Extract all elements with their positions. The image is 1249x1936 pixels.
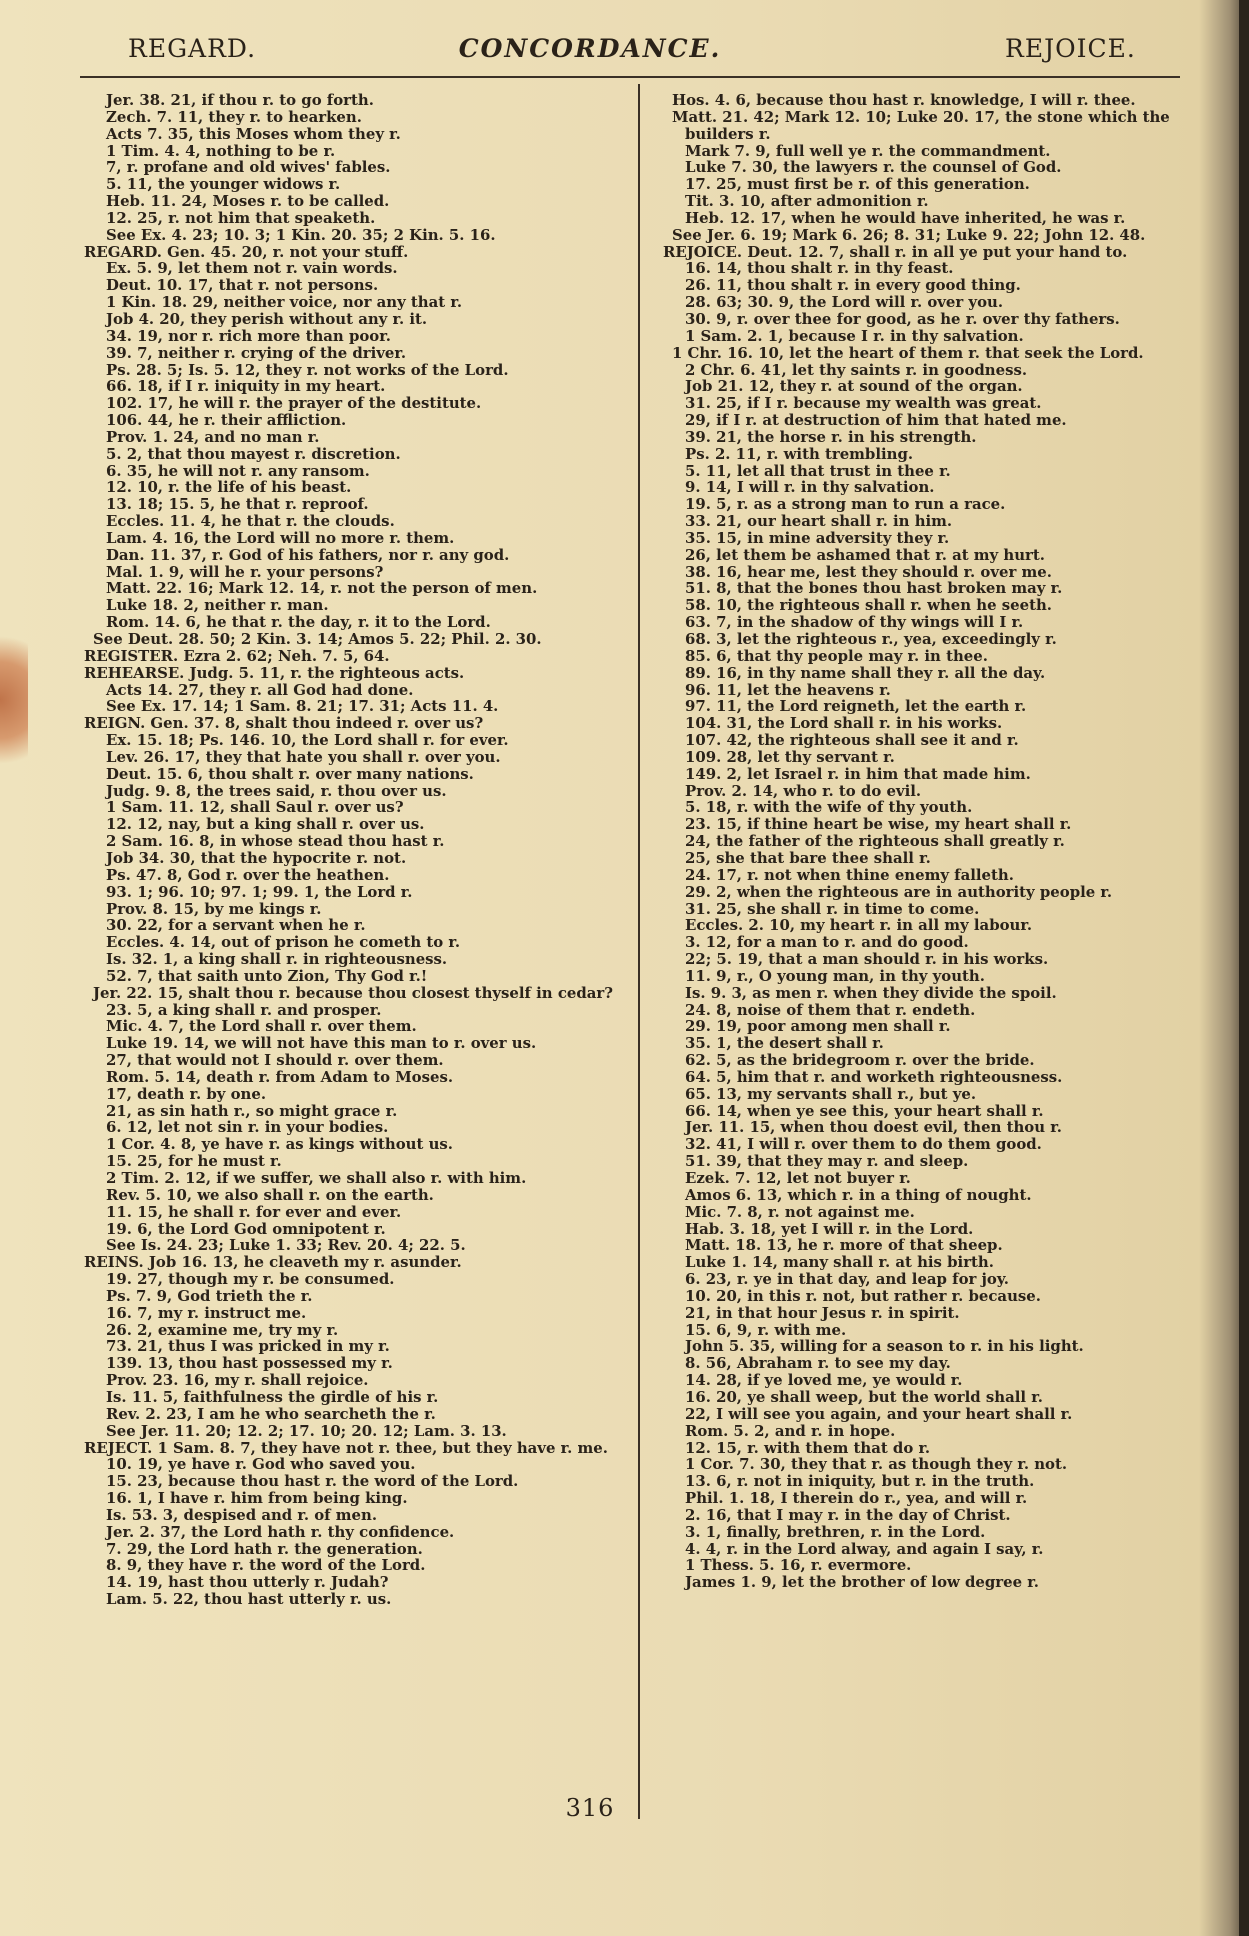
concordance-reference-line: Rom. 5. 14, death r. from Adam to Moses. — [106, 1067, 454, 1086]
concordance-reference-line: 30. 22, for a servant when he r. — [106, 916, 366, 935]
concordance-headword-entry: REGISTER. Ezra 2. 62; Neh. 7. 5, 64. — [84, 646, 390, 665]
concordance-reference-line: 66. 18, if I r. iniquity in my heart. — [106, 377, 386, 396]
concordance-reference-line: Ps. 7. 9, God trieth the r. — [106, 1286, 313, 1305]
concordance-reference-line: 21, in that hour Jesus r. in spirit. — [685, 1303, 960, 1322]
concordance-reference-line: Mark 7. 9, full well ye r. the commandment. — [685, 141, 1051, 160]
concordance-reference-line: Ex. 5. 9, let them not r. vain words. — [106, 259, 398, 278]
concordance-reference-line: Amos 6. 13, which r. in a thing of nought. — [685, 1185, 1032, 1204]
concordance-reference-line: 68. 3, let the righteous r., yea, exceedingly r. — [685, 630, 1057, 648]
concordance-reference-line: 35. 1, the desert shall r. — [685, 1034, 884, 1053]
concordance-reference-line: 85. 6, that thy people may r. in thee. — [685, 646, 988, 665]
concordance-reference-line: 1 Chr. 16. 10, let the heart of them r. that seek the Lord. — [672, 343, 1144, 362]
concordance-reference-line: Hos. 4. 6, because thou hast r. knowledge, I will r. thee. — [672, 91, 1136, 109]
concordance-reference-line: Job 4. 20, they perish without any r. it. — [106, 309, 428, 328]
page-stain — [0, 620, 28, 780]
concordance-reference-line: 1 Tim. 4. 4, nothing to be r. — [106, 141, 336, 160]
column-divider — [638, 84, 640, 1819]
concordance-headword-entry: REJOICE. Deut. 12. 7, shall r. in all ye put your hand to. — [663, 242, 1128, 261]
concordance-reference-line: 24, the father of the righteous shall greatly r. — [685, 832, 1065, 851]
concordance-reference-line: 16. 1, I have r. him from being king. — [106, 1489, 408, 1508]
concordance-reference-line: Is. 9. 3, as men r. when they divide the spoil. — [685, 983, 1057, 1002]
page-number: 316 — [565, 1794, 615, 1822]
concordance-reference-line: 26, let them be ashamed that r. at my hurt. — [685, 545, 1045, 564]
concordance-reference-line: 26. 11, thou shalt r. in every good thing. — [685, 276, 1021, 295]
concordance-reference-line: 19. 5, r. as a strong man to run a race. — [685, 495, 1006, 514]
concordance-reference-line: Acts 7. 35, this Moses whom they r. — [106, 124, 401, 143]
concordance-reference-line: 13. 18; 15. 5, he that r. reproof. — [106, 495, 369, 514]
concordance-reference-line: Luke 18. 2, neither r. man. — [106, 596, 329, 615]
concordance-reference-line: 149. 2, let Israel r. in him that made him. — [685, 764, 1031, 783]
concordance-reference-line: 27, that would not I should r. over them. — [106, 1051, 444, 1070]
concordance-reference-line: 31. 25, she shall r. in time to come. — [685, 899, 980, 918]
concordance-reference-line: 38. 16, hear me, lest they should r. over me. — [685, 562, 1052, 581]
concordance-reference-line: 97. 11, the Lord reigneth, let the earth r. — [685, 697, 1027, 716]
concordance-reference-line: Job 34. 30, that the hypocrite r. not. — [106, 848, 407, 867]
concordance-reference-line: 9. 14, I will r. in thy salvation. — [685, 478, 935, 497]
concordance-headword-entry: REIGN. Gen. 37. 8, shalt thou indeed r. over us? — [84, 714, 484, 733]
concordance-reference-line: 26. 2, examine me, try my r. — [106, 1320, 339, 1339]
concordance-reference-line: Jer. 11. 15, when thou doest evil, then thou r. — [685, 1118, 1062, 1137]
concordance-reference-line: 52. 7, that saith unto Zion, Thy God r.! — [106, 966, 428, 985]
concordance-reference-line: See Ex. 17. 14; 1 Sam. 8. 21; 17. 31; Acts 11. 4. — [106, 697, 499, 716]
concordance-reference-line: Mic. 4. 7, the Lord shall r. over them. — [106, 1017, 417, 1036]
concordance-reference-line: Mic. 7. 8, r. not against me. — [685, 1202, 915, 1221]
concordance-reference-line: 14. 19, hast thou utterly r. Judah? — [106, 1573, 389, 1592]
concordance-reference-line: 5. 18, r. with the wife of thy youth. — [685, 798, 973, 817]
concordance-reference-line: Zech. 7. 11, they r. to hearken. — [106, 107, 362, 126]
concordance-reference-line: Prov. 1. 24, and no man r. — [106, 427, 320, 446]
concordance-reference-line: 58. 10, the righteous shall r. when he seeth. — [685, 596, 1052, 615]
concordance-headword-entry: REJECT. 1 Sam. 8. 7, they have not r. thee, but they have r. me. — [84, 1438, 608, 1457]
concordance-reference-line: See Jer. 6. 19; Mark 6. 26; 8. 31; Luke 9. 22; John 12. 48. — [672, 225, 1146, 244]
concordance-reference-line: 139. 13, thou hast possessed my r. — [106, 1354, 393, 1373]
page-header — [0, 34, 1249, 74]
concordance-reference-line: 89. 16, in thy name shall they r. all the day. — [685, 663, 1046, 682]
concordance-reference-line: James 1. 9, let the brother of low degree r. — [685, 1573, 1039, 1592]
concordance-reference-line: Matt. 18. 13, he r. more of that sheep. — [685, 1236, 1003, 1255]
concordance-reference-line: 17, death r. by one. — [106, 1084, 267, 1103]
concordance-reference-line: John 5. 35, willing for a season to r. in his light. — [685, 1337, 1084, 1356]
concordance-reference-line: 8. 56, Abraham r. to see my day. — [685, 1354, 951, 1373]
concordance-reference-line: 1 Kin. 18. 29, neither voice, nor any that r. — [106, 293, 463, 312]
concordance-reference-line: 2 Tim. 2. 12, if we suffer, we shall also r. with him. — [106, 1169, 527, 1187]
concordance-reference-line: 22; 5. 19, that a man should r. in his works. — [685, 950, 1049, 969]
concordance-reference-line: Job 21. 12, they r. at sound of the organ. — [685, 377, 1023, 396]
concordance-reference-line: 7, r. profane and old wives' fables. — [106, 158, 391, 177]
right-column — [663, 92, 1193, 1591]
concordance-reference-line: Judg. 9. 8, the trees said, r. thou over us. — [106, 781, 447, 800]
concordance-reference-line: 35. 15, in mine adversity they r. — [685, 528, 950, 547]
concordance-reference-line: 2. 16, that I may r. in the day of Christ. — [685, 1505, 1011, 1524]
concordance-reference-line: 62. 5, as the bridegroom r. over the bride. — [685, 1051, 1035, 1070]
concordance-reference-line: 23. 5, a king shall r. and prosper. — [106, 1000, 382, 1019]
concordance-reference-line: 2 Sam. 16. 8, in whose stead thou hast r. — [106, 832, 445, 851]
concordance-reference-line: 12. 10, r. the life of his beast. — [106, 478, 352, 497]
concordance-headword-entry: REHEARSE. Judg. 5. 11, r. the righteous acts. — [84, 663, 465, 682]
concordance-reference-line: 39. 21, the horse r. in his strength. — [685, 427, 977, 446]
concordance-reference-line: 23. 15, if thine heart be wise, my heart shall r. — [685, 815, 1072, 834]
concordance-reference-line: 33. 21, our heart shall r. in him. — [685, 512, 953, 531]
concordance-reference-line: 10. 19, ye have r. God who saved you. — [106, 1455, 416, 1474]
concordance-reference-line: 5. 11, let all that trust in thee r. — [685, 461, 951, 480]
concordance-reference-line: Ezek. 7. 12, let not buyer r. — [685, 1169, 911, 1187]
concordance-reference-line: Is. 53. 3, despised and r. of men. — [106, 1505, 378, 1524]
concordance-reference-line: Deut. 15. 6, thou shalt r. over many nations. — [106, 764, 474, 783]
concordance-reference-line: 22, I will see you again, and your heart shall r. — [685, 1404, 1073, 1423]
concordance-reference-line: 106. 44, he r. their affliction. — [106, 411, 347, 430]
concordance-reference-line: 107. 42, the righteous shall see it and r. — [685, 731, 1019, 750]
concordance-reference-line: 16. 7, my r. instruct me. — [106, 1303, 307, 1322]
concordance-reference-line: Prov. 23. 16, my r. shall rejoice. — [106, 1371, 369, 1390]
concordance-reference-line: 51. 8, that the bones thou hast broken may r. — [685, 579, 1063, 598]
concordance-reference-line: Rom. 14. 6, he that r. the day, r. it to the Lord. — [106, 613, 491, 632]
concordance-reference-line: 24. 17, r. not when thine enemy falleth. — [685, 865, 1014, 884]
concordance-reference-line: Lev. 26. 17, they that hate you shall r. over you. — [106, 747, 501, 766]
header-left-keyword: REGARD. — [128, 34, 257, 63]
concordance-reference-line: 10. 20, in this r. not, but rather r. because. — [685, 1286, 1041, 1305]
concordance-reference-line: 25, she that bare thee shall r. — [685, 848, 931, 867]
concordance-reference-line: Rev. 2. 23, I am he who searcheth the r. — [106, 1404, 436, 1423]
concordance-reference-line: Phil. 1. 18, I therein do r., yea, and will r. — [685, 1489, 1028, 1508]
concordance-reference-line: 29, if I r. at destruction of him that hated me. — [685, 411, 1067, 430]
concordance-reference-line: 16. 14, thou shalt r. in thy feast. — [685, 259, 954, 278]
concordance-reference-line: Jer. 22. 15, shalt thou r. because thou closest thyself in cedar? — [93, 983, 613, 1002]
concordance-reference-line: Rom. 5. 2, and r. in hope. — [685, 1421, 896, 1440]
concordance-reference-line: 3. 12, for a man to r. and do good. — [685, 933, 969, 952]
concordance-reference-line: 21, as sin hath r., so might grace r. — [106, 1101, 398, 1120]
concordance-reference-line: See Deut. 28. 50; 2 Kin. 3. 14; Amos 5. 22; Phil. 2. 30. — [93, 630, 542, 648]
concordance-reference-line: 15. 25, for he must r. — [106, 1152, 282, 1171]
concordance-reference-line: 11. 9, r., O young man, in thy youth. — [685, 966, 985, 985]
concordance-reference-line: Tit. 3. 10, after admonition r. — [685, 192, 929, 211]
concordance-reference-line: 6. 35, he will not r. any ransom. — [106, 461, 370, 480]
concordance-reference-line: 29. 2, when the righteous are in authority people r. — [685, 882, 1113, 901]
concordance-reference-line: 19. 27, though my r. be consumed. — [106, 1270, 395, 1289]
concordance-reference-line: Ps. 47. 8, God r. over the heathen. — [106, 865, 390, 884]
concordance-reference-line: 104. 31, the Lord shall r. in his works. — [685, 714, 1003, 733]
concordance-reference-line: Hab. 3. 18, yet I will r. in the Lord. — [685, 1219, 974, 1238]
concordance-reference-line: 1 Sam. 2. 1, because I r. in thy salvation. — [685, 326, 1024, 345]
concordance-reference-line: See Jer. 11. 20; 12. 2; 17. 10; 20. 12; Lam. 3. 13. — [106, 1421, 507, 1440]
binding-edge — [1239, 0, 1249, 1936]
concordance-reference-line: 5. 11, the younger widows r. — [106, 175, 341, 194]
concordance-reference-line: 12. 12, nay, but a king shall r. over us. — [106, 815, 425, 834]
concordance-reference-line: 1 Cor. 7. 30, they that r. as though they r. not. — [685, 1455, 1068, 1474]
concordance-reference-line: 64. 5, him that r. and worketh righteousness. — [685, 1067, 1063, 1086]
concordance-reference-line: Heb. 11. 24, Moses r. to be called. — [106, 192, 390, 211]
concordance-reference-line: 17. 25, must first be r. of this generation. — [685, 175, 1030, 194]
concordance-reference-line: 13. 6, r. not in iniquity, but r. in the truth. — [685, 1472, 1035, 1491]
concordance-headword-entry: REGARD. Gen. 45. 20, r. not your stuff. — [84, 242, 409, 261]
concordance-reference-line: 5. 2, that thou mayest r. discretion. — [106, 444, 401, 463]
concordance-reference-line: 93. 1; 96. 10; 97. 1; 99. 1, the Lord r. — [106, 882, 413, 901]
concordance-reference-line: Eccles. 4. 14, out of prison he cometh to r. — [106, 933, 461, 952]
concordance-reference-line: 11. 15, he shall r. for ever and ever. — [106, 1202, 402, 1221]
concordance-reference-line: 4. 4, r. in the Lord alway, and again I say, r. — [685, 1539, 1044, 1558]
concordance-reference-line: 12. 25, r. not him that speaketh. — [106, 208, 376, 227]
concordance-reference-line: Ps. 2. 11, r. with trembling. — [685, 444, 914, 463]
concordance-reference-line: Prov. 8. 15, by me kings r. — [106, 899, 322, 918]
concordance-reference-line: 102. 17, he will r. the prayer of the destitute. — [106, 394, 482, 413]
concordance-reference-line: Mal. 1. 9, will he r. your persons? — [106, 562, 384, 581]
concordance-reference-line: Luke 1. 14, many shall r. at his birth. — [685, 1253, 994, 1272]
concordance-reference-line: Luke 7. 30, the lawyers r. the counsel of God. — [685, 158, 1062, 177]
concordance-reference-line: Is. 32. 1, a king shall r. in righteousness. — [106, 950, 448, 969]
concordance-reference-line: See Ex. 4. 23; 10. 3; 1 Kin. 20. 35; 2 Kin. 5. 16. — [106, 225, 496, 244]
header-rule — [80, 76, 1180, 78]
concordance-reference-line: 1 Sam. 11. 12, shall Saul r. over us? — [106, 798, 404, 817]
header-right-keyword: REJOICE. — [1005, 34, 1136, 63]
concordance-reference-line: Eccles. 11. 4, he that r. the clouds. — [106, 512, 395, 531]
concordance-reference-line: 32. 41, I will r. over them to do them good. — [685, 1135, 1042, 1154]
concordance-reference-line: 1 Cor. 4. 8, ye have r. as kings without us. — [106, 1135, 453, 1154]
concordance-reference-line: Ex. 15. 18; Ps. 146. 10, the Lord shall r. for ever. — [106, 731, 509, 750]
concordance-reference-line: Luke 19. 14, we will not have this man to r. over us. — [106, 1034, 537, 1053]
concordance-reference-line: 6. 23, r. ye in that day, and leap for joy. — [685, 1270, 1009, 1289]
concordance-reference-line: 1 Thess. 5. 16, r. evermore. — [685, 1556, 912, 1575]
concordance-reference-line: 12. 15, r. with them that do r. — [685, 1438, 931, 1457]
concordance-reference-line: 30. 9, r. over thee for good, as he r. over thy fathers. — [685, 309, 1120, 328]
concordance-reference-line: Eccles. 2. 10, my heart r. in all my labour. — [685, 916, 1033, 935]
concordance-reference-line: 7. 29, the Lord hath r. the generation. — [106, 1539, 423, 1558]
concordance-reference-line: 19. 6, the Lord God omnipotent r. — [106, 1219, 386, 1238]
concordance-reference-line: 109. 28, let thy servant r. — [685, 747, 895, 766]
concordance-reference-line: 73. 21, thus I was pricked in my r. — [106, 1337, 390, 1356]
concordance-reference-line: 6. 12, let not sin r. in your bodies. — [106, 1118, 389, 1137]
concordance-reference-line: Deut. 10. 17, that r. not persons. — [106, 276, 379, 295]
concordance-reference-line: Dan. 11. 37, r. God of his fathers, nor r. any god. — [106, 545, 510, 564]
concordance-reference-line: Heb. 12. 17, when he would have inherited, he was r. — [685, 208, 1126, 227]
concordance-reference-line: 51. 39, that they may r. and sleep. — [685, 1152, 969, 1171]
concordance-reference-line: 65. 13, my servants shall r., but ye. — [685, 1084, 977, 1103]
concordance-reference-line: Jer. 38. 21, if thou r. to go forth. — [106, 91, 374, 109]
concordance-reference-line: 39. 7, neither r. crying of the driver. — [106, 343, 407, 362]
concordance-reference-line: 8. 9, they have r. the word of the Lord. — [106, 1556, 426, 1575]
concordance-reference-line: 63. 7, in the shadow of thy wings will I r. — [685, 613, 1024, 632]
concordance-reference-line: 14. 28, if ye loved me, ye would r. — [685, 1371, 963, 1390]
concordance-reference-line: Jer. 2. 37, the Lord hath r. thy confidence. — [106, 1522, 455, 1541]
left-column — [84, 92, 624, 1608]
concordance-reference-line: 34. 19, nor r. rich more than poor. — [106, 326, 391, 345]
header-title: CONCORDANCE. — [458, 34, 722, 63]
concordance-reference-line: 31. 25, if I r. because my wealth was great. — [685, 394, 1042, 413]
concordance-reference-line: Matt. 21. 42; Mark 12. 10; Luke 20. 17, the stone which the builders r. — [672, 107, 1170, 143]
concordance-reference-line: Rev. 5. 10, we also shall r. on the earth. — [106, 1185, 434, 1204]
concordance-reference-line: 24. 8, noise of them that r. endeth. — [685, 1000, 976, 1019]
concordance-reference-line: 66. 14, when ye see this, your heart shall r. — [685, 1101, 1044, 1120]
concordance-reference-line: Prov. 2. 14, who r. to do evil. — [685, 781, 922, 800]
concordance-reference-line: 2 Chr. 6. 41, let thy saints r. in goodness. — [685, 360, 1028, 379]
concordance-reference-line: 96. 11, let the heavens r. — [685, 680, 891, 699]
concordance-reference-line: Lam. 4. 16, the Lord will no more r. them. — [106, 528, 455, 547]
concordance-reference-line: 16. 20, ye shall weep, but the world shall r. — [685, 1387, 1043, 1406]
concordance-reference-line: Matt. 22. 16; Mark 12. 14, r. not the person of men. — [106, 579, 538, 598]
concordance-reference-line: 28. 63; 30. 9, the Lord will r. over you. — [685, 293, 1004, 312]
concordance-reference-line: Is. 11. 5, faithfulness the girdle of his r. — [106, 1387, 439, 1406]
concordance-reference-line: 29. 19, poor among men shall r. — [685, 1017, 951, 1036]
concordance-reference-line: 15. 23, because thou hast r. the word of the Lord. — [106, 1472, 519, 1491]
concordance-reference-line: 15. 6, 9, r. with me. — [685, 1320, 847, 1339]
concordance-reference-line: Lam. 5. 22, thou hast utterly r. us. — [106, 1590, 392, 1609]
concordance-headword-entry: REINS. Job 16. 13, he cleaveth my r. asunder. — [84, 1253, 462, 1272]
concordance-reference-line: Acts 14. 27, they r. all God had done. — [106, 680, 414, 699]
concordance-reference-line: 3. 1, finally, brethren, r. in the Lord. — [685, 1522, 986, 1541]
concordance-reference-line: See Is. 24. 23; Luke 1. 33; Rev. 20. 4; 22. 5. — [106, 1236, 466, 1255]
concordance-reference-line: Ps. 28. 5; Is. 5. 12, they r. not works of the Lord. — [106, 360, 509, 379]
